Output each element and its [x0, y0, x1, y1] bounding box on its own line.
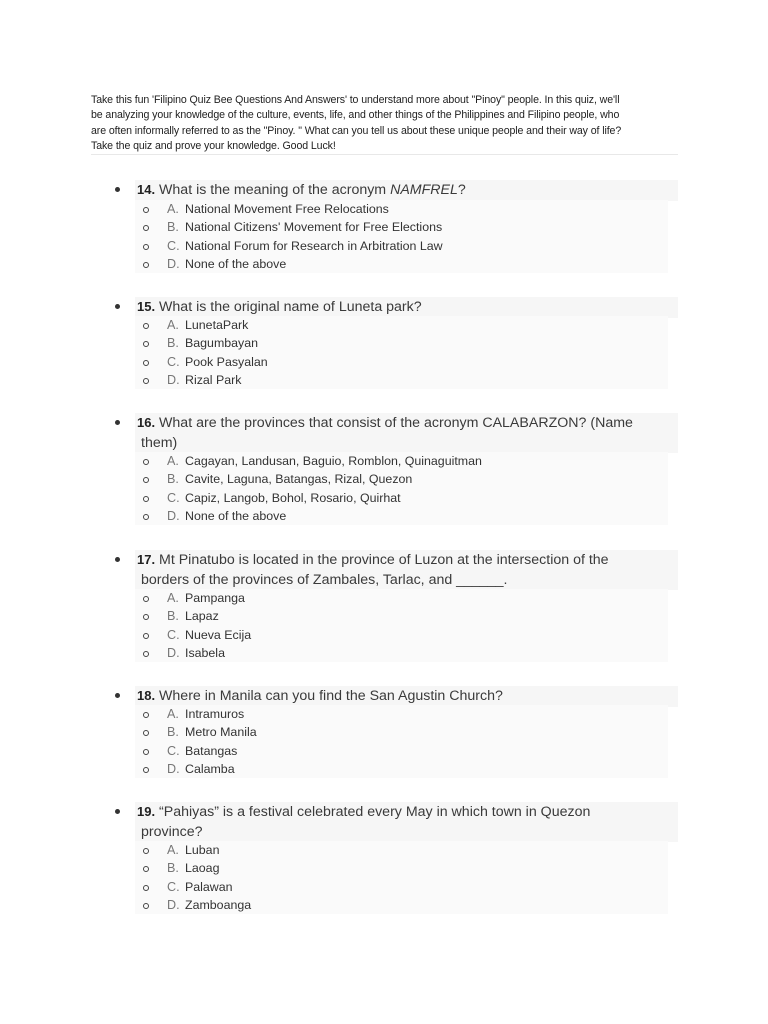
- bullet-icon: [115, 557, 120, 562]
- option-letter: B.: [167, 609, 179, 624]
- answer-option-b[interactable]: [135, 218, 668, 236]
- circle-bullet-icon: [143, 459, 149, 465]
- option-letter: A.: [167, 591, 179, 605]
- answer-option-c[interactable]: [135, 742, 668, 760]
- intro-line: Take the quiz and prove your knowledge. Good Luck!: [91, 140, 336, 153]
- intro-line: are often informally referred to as the "Pinoy. " What can you tell us about these unique people and their way of life?: [91, 124, 622, 137]
- circle-bullet-icon: [143, 903, 149, 909]
- option-letter: B.: [167, 725, 179, 740]
- intro-divider: [91, 154, 678, 155]
- intro-line: be analyzing your knowledge of the culture, events, life, and other things of the Philippines and Filipino people, who: [91, 109, 620, 122]
- option-text: National Movement Free Relocations: [185, 202, 389, 216]
- answer-options: [135, 316, 668, 389]
- answer-options: [135, 589, 668, 662]
- circle-bullet-icon: [143, 767, 149, 773]
- option-letter: C.: [167, 490, 180, 505]
- answer-option-b[interactable]: [135, 334, 668, 352]
- option-text: National Forum for Research in Arbitration Law: [185, 238, 443, 253]
- question-text: [135, 686, 678, 707]
- answer-option-c[interactable]: [135, 626, 668, 644]
- option-text: LunetaPark: [185, 318, 249, 332]
- question-number: 19.: [137, 804, 156, 819]
- answer-option-a[interactable]: [135, 452, 668, 470]
- option-text: Luban: [185, 843, 220, 857]
- circle-bullet-icon: [143, 323, 149, 329]
- circle-bullet-icon: [143, 244, 149, 250]
- option-letter: B.: [167, 472, 179, 487]
- option-letter: D.: [167, 508, 180, 523]
- answer-options: [135, 452, 668, 525]
- circle-bullet-icon: [143, 749, 149, 755]
- question-text: [135, 413, 678, 453]
- answer-option-b[interactable]: [135, 859, 668, 877]
- question-number: 16.: [137, 415, 156, 430]
- answer-option-a[interactable]: [135, 841, 668, 859]
- option-text: National Citizens' Movement for Free Elections: [185, 220, 443, 235]
- question-number: 17.: [137, 552, 156, 567]
- answer-option-d[interactable]: [135, 371, 668, 389]
- option-text: Batangas: [185, 743, 238, 758]
- circle-bullet-icon: [143, 730, 149, 736]
- answer-option-b[interactable]: [135, 723, 668, 741]
- circle-bullet-icon: [143, 262, 149, 268]
- circle-bullet-icon: [143, 866, 149, 872]
- circle-bullet-icon: [143, 633, 149, 639]
- question-prompt: “Pahiyas” is a festival celebrated every May in which town in Quezon: [155, 804, 591, 820]
- question-number: 14.: [137, 182, 156, 197]
- option-letter: C.: [167, 354, 180, 369]
- answer-option-c[interactable]: [135, 489, 668, 507]
- answer-option-d[interactable]: [135, 644, 668, 662]
- option-text: Calamba: [185, 761, 235, 776]
- circle-bullet-icon: [143, 514, 149, 520]
- answer-option-a[interactable]: [135, 589, 668, 607]
- question-prompt-end: ?: [457, 182, 466, 198]
- option-letter: D.: [167, 761, 180, 776]
- answer-option-d[interactable]: [135, 896, 668, 914]
- option-letter: D.: [167, 645, 180, 660]
- bullet-icon: [115, 420, 120, 425]
- question-prompt: What are the provinces that consist of the acronym CALABARZON? (Name: [155, 415, 633, 431]
- question-number: 15.: [137, 299, 156, 314]
- bullet-icon: [115, 693, 120, 698]
- bullet-icon: [115, 187, 120, 192]
- option-letter: C.: [167, 743, 180, 758]
- answer-option-d[interactable]: [135, 507, 668, 525]
- question-text: [135, 550, 678, 590]
- option-letter: C.: [167, 627, 180, 642]
- option-text: Laoag: [185, 861, 220, 876]
- option-text: Nueva Ecija: [185, 627, 252, 642]
- quiz-intro: [91, 93, 681, 155]
- answer-options: [135, 200, 668, 273]
- circle-bullet-icon: [143, 596, 149, 602]
- acronym: NAMFREL: [390, 182, 458, 198]
- answer-option-c[interactable]: [135, 353, 668, 371]
- option-letter: A.: [167, 843, 179, 857]
- answer-option-a[interactable]: [135, 316, 668, 334]
- option-text: Metro Manila: [185, 725, 257, 740]
- circle-bullet-icon: [143, 225, 149, 231]
- circle-bullet-icon: [143, 614, 149, 620]
- answer-option-c[interactable]: [135, 237, 668, 255]
- option-text: Bagumbayan: [185, 336, 259, 351]
- answer-option-d[interactable]: [135, 760, 668, 778]
- circle-bullet-icon: [143, 477, 149, 483]
- option-letter: D.: [167, 256, 180, 271]
- circle-bullet-icon: [143, 378, 149, 384]
- question-prompt-continued: borders of the provinces of Zambales, Tarlac, and ______.: [141, 571, 508, 588]
- option-text: Lapaz: [185, 609, 219, 624]
- question-text: [135, 802, 678, 842]
- bullet-icon: [115, 304, 120, 309]
- question-prompt: Mt Pinatubo is located in the province of Luzon at the intersection of the: [155, 552, 609, 568]
- option-letter: B.: [167, 861, 179, 876]
- option-text: Rizal Park: [185, 372, 242, 387]
- answer-option-b[interactable]: [135, 470, 668, 488]
- option-text: Palawan: [185, 879, 233, 894]
- option-letter: C.: [167, 879, 180, 894]
- question-prompt: Where in Manila can you find the San Agustin Church?: [155, 688, 503, 704]
- option-letter: A.: [167, 454, 179, 468]
- option-text: Isabela: [185, 645, 225, 660]
- answer-option-d[interactable]: [135, 255, 668, 273]
- circle-bullet-icon: [143, 496, 149, 502]
- option-letter: D.: [167, 897, 180, 912]
- option-text: Pook Pasyalan: [185, 354, 268, 369]
- circle-bullet-icon: [143, 712, 149, 718]
- option-text: Cagayan, Landusan, Baguio, Romblon, Quinaguitman: [185, 454, 482, 468]
- circle-bullet-icon: [143, 360, 149, 366]
- option-letter: D.: [167, 372, 180, 387]
- option-letter: A.: [167, 202, 179, 216]
- question-number: 18.: [137, 688, 156, 703]
- circle-bullet-icon: [143, 207, 149, 213]
- bullet-icon: [115, 809, 120, 814]
- circle-bullet-icon: [143, 885, 149, 891]
- option-letter: A.: [167, 707, 179, 721]
- question-text: [135, 180, 678, 201]
- circle-bullet-icon: [143, 341, 149, 347]
- intro-line: Take this fun 'Filipino Quiz Bee Questions And Answers' to understand more about "Pinoy" people. In this quiz, we'll: [91, 94, 620, 106]
- option-letter: B.: [167, 336, 179, 351]
- answer-option-a[interactable]: [135, 705, 668, 723]
- question-prompt-continued: province?: [141, 823, 203, 840]
- answer-options: [135, 705, 668, 778]
- circle-bullet-icon: [143, 651, 149, 657]
- option-text: Capiz, Langob, Bohol, Rosario, Quirhat: [185, 490, 401, 505]
- answer-option-b[interactable]: [135, 607, 668, 625]
- circle-bullet-icon: [143, 848, 149, 854]
- question-prompt-continued: them): [141, 434, 178, 451]
- option-text: Intramuros: [185, 707, 245, 721]
- option-letter: A.: [167, 318, 179, 332]
- option-text: None of the above: [185, 508, 287, 523]
- option-text: Cavite, Laguna, Batangas, Rizal, Quezon: [185, 472, 413, 487]
- option-text: Zamboanga: [185, 897, 252, 912]
- option-letter: C.: [167, 238, 180, 253]
- question-prompt: What is the meaning of the acronym: [155, 182, 391, 198]
- question-text: [135, 297, 678, 318]
- answer-options: [135, 841, 668, 914]
- question-prompt: What is the original name of Luneta park?: [155, 299, 422, 315]
- answer-option-a[interactable]: [135, 200, 668, 218]
- option-text: None of the above: [185, 256, 287, 271]
- option-text: Pampanga: [185, 591, 245, 605]
- answer-option-c[interactable]: [135, 878, 668, 896]
- option-letter: B.: [167, 220, 179, 235]
